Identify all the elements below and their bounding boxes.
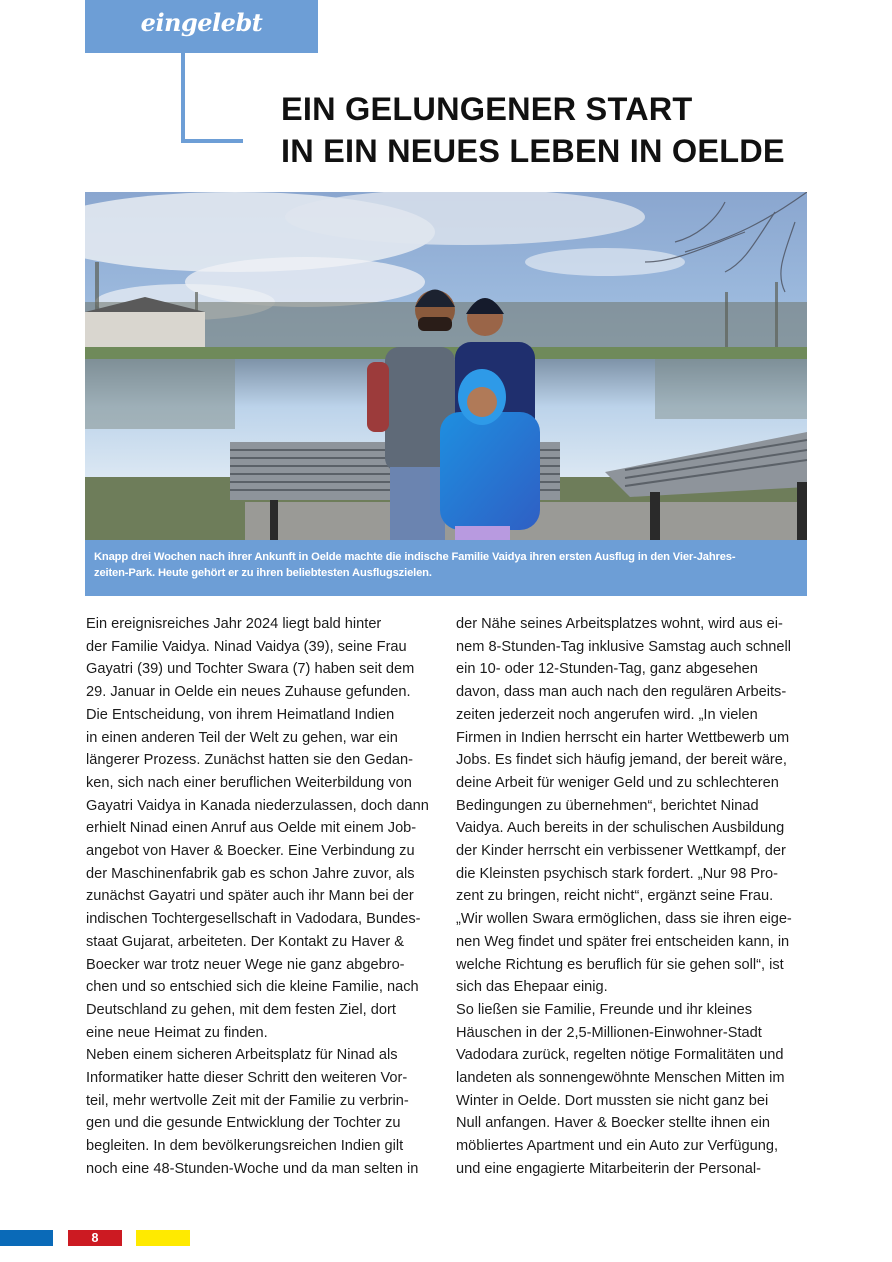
footer-bar-blue	[0, 1230, 53, 1246]
body-text-line: ken, sich nach einer beruflichen Weiterbildung von	[86, 774, 412, 791]
body-text-line: zunächst Gayatri und später auch ihr Mann bei der	[86, 888, 414, 905]
body-text-line: Gayatri (39) und Tochter Swara (7) haben seit dem	[86, 661, 415, 678]
section-tag-label: eingelebt	[140, 8, 263, 37]
body-text-line: „Wir wollen Swara ermöglichen, dass sie ihren eige-	[456, 911, 792, 928]
body-text-line: eine neue Heimat zu finden.	[86, 1024, 268, 1041]
body-text-line: welche Richtung es beruflich für sie gehen soll“, ist	[456, 956, 784, 973]
body-text-line: angebot von Haver & Boecker. Eine Verbindung zu	[86, 843, 415, 860]
body-text-line: noch eine 48-Stunden-Woche und da man selten in	[86, 1160, 419, 1177]
body-text-line: Winter in Oelde. Dort mussten sie nicht ganz bei	[456, 1092, 769, 1109]
body-text-line: zent zu bringen, reicht nicht“, ergänzt seine Frau.	[456, 888, 774, 905]
body-text-line: Vaidya. Auch bereits in der schulischen Ausbildung	[456, 820, 785, 837]
body-text-line: 29. Januar in Oelde ein neues Zuhause gefunden.	[86, 684, 411, 701]
body-text-line: gen und die gesunde Entwicklung der Tochter zu	[86, 1115, 401, 1132]
headline-line: IN EIN NEUES LEBEN IN OELDE	[281, 133, 785, 169]
body-text-line: Bedingungen zu übernehmen“, berichtet Ninad	[456, 797, 759, 814]
caption-line: Knapp drei Wochen nach ihrer Ankunft in Oelde machte die indische Familie Vaidya ihren ersten Ausflug in den Vier-Jahres-	[94, 551, 736, 563]
body-text-line: begleiten. In dem bevölkerungsreichen Indien gilt	[86, 1138, 404, 1155]
caption-line: zeiten-Park. Heute gehört er zu ihren beliebtesten Ausflugszielen.	[94, 567, 432, 579]
body-text-line: zeiten jederzeit noch angerufen wird. „In vielen	[456, 706, 758, 723]
body-text-line: chen und so entschied sich die kleine Familie, nach	[86, 979, 419, 996]
body-text-line: der Nähe seines Arbeitsplatzes wohnt, wird aus ei-	[456, 616, 783, 632]
body-text-line: Die Entscheidung, von ihrem Heimatland Indien	[86, 706, 395, 723]
body-text-line: Informatiker hatte dieser Schritt den weiteren Vor-	[86, 1070, 408, 1087]
body-text-line: Jobs. Es findet sich häufig jemand, der bereit wäre,	[456, 752, 787, 769]
body-text-line: Deutschland zu gehen, mit dem festen Ziel, dort	[86, 1001, 396, 1018]
body-text-line: landeten als sonnengewöhnte Menschen Mitten im	[456, 1070, 785, 1087]
body-text-line: der Maschinenfabrik gab es schon Jahre zuvor, als	[86, 865, 415, 882]
body-text-line: der Familie Vaidya. Ninad Vaidya (39), seine Frau	[86, 638, 407, 655]
footer-bar-yellow	[136, 1230, 190, 1246]
photo-caption	[85, 540, 807, 596]
body-text-line: der Kinder herrscht ein verbissener Wettkampf, der	[456, 843, 786, 860]
section-tag-box	[85, 0, 318, 53]
bracket-line-horizontal	[181, 139, 243, 143]
body-text-line: erhielt Ninad einen Anruf aus Oelde mit einem Job-	[86, 820, 417, 837]
body-text-line: Gayatri Vaidya in Kanada niederzulassen, doch dann	[86, 797, 429, 814]
body-text-line: längerer Prozess. Zunächst hatten sie den Gedan-	[86, 752, 413, 769]
body-column-left	[86, 613, 436, 1181]
headline	[281, 88, 785, 172]
photo-family-at-lake-icon	[85, 192, 807, 540]
body-text-line: Boecker war trotz neuer Wege nie ganz abgebro-	[86, 956, 405, 973]
body-text-line: So ließen sie Familie, Freunde und ihr kleines	[456, 1001, 753, 1018]
body-text-line: teil, mehr wertvolle Zeit mit der Familie zu verbrin-	[86, 1092, 409, 1109]
body-text-line: Häuschen in der 2,5-Millionen-Einwohner-Stadt	[456, 1024, 762, 1041]
body-text-line: staat Gujarat, arbeiteten. Der Kontakt zu Haver &	[86, 933, 404, 950]
body-text-line: nem 8-Stunden-Tag inklusive Samstag auch schnell	[456, 638, 792, 655]
body-text-line: sich das Ehepaar einig.	[456, 979, 608, 996]
body-text-line: und eine engagierte Mitarbeiterin der Personal-	[456, 1160, 762, 1177]
body-column-right	[456, 613, 811, 1181]
body-text-line: die Kleinsten psychisch stark fordert. „Nur 98 Pro-	[456, 865, 779, 882]
article-photo	[85, 192, 807, 540]
body-text-line: in einen anderen Teil der Welt zu gehen, war ein	[86, 729, 398, 746]
bracket-line-vertical	[181, 53, 185, 143]
body-text-line: deine Arbeit für weniger Geld und zu schlechteren	[456, 774, 779, 791]
body-text-line: davon, dass man auch nach den regulären Arbeits-	[456, 684, 787, 701]
body-text-line: möbliertes Apartment und ein Auto zur Verfügung,	[456, 1138, 779, 1155]
body-text-line: Ein ereignisreiches Jahr 2024 liegt bald hinter	[86, 616, 382, 632]
headline-line: EIN GELUNGENER START	[281, 91, 693, 127]
body-text-line: nen Weg findet und später frei entscheiden kann, in	[456, 933, 790, 950]
body-text-line: Null anfangen. Haver & Boecker stellte ihnen ein	[456, 1115, 770, 1132]
body-text-line: indischen Tochtergesellschaft in Vadodara, Bundes-	[86, 911, 421, 928]
body-text-line: Neben einem sicheren Arbeitsplatz für Ninad als	[86, 1047, 398, 1064]
body-text-line: ein 10- oder 12-Stunden-Tag, ganz abgesehen	[456, 661, 758, 678]
body-text-line: Firmen in Indien herrscht ein harter Wettbewerb um	[456, 729, 790, 746]
page-number: 8	[68, 1230, 122, 1246]
body-text-line: Vadodara zurück, regelten nötige Formalitäten und	[456, 1047, 784, 1064]
